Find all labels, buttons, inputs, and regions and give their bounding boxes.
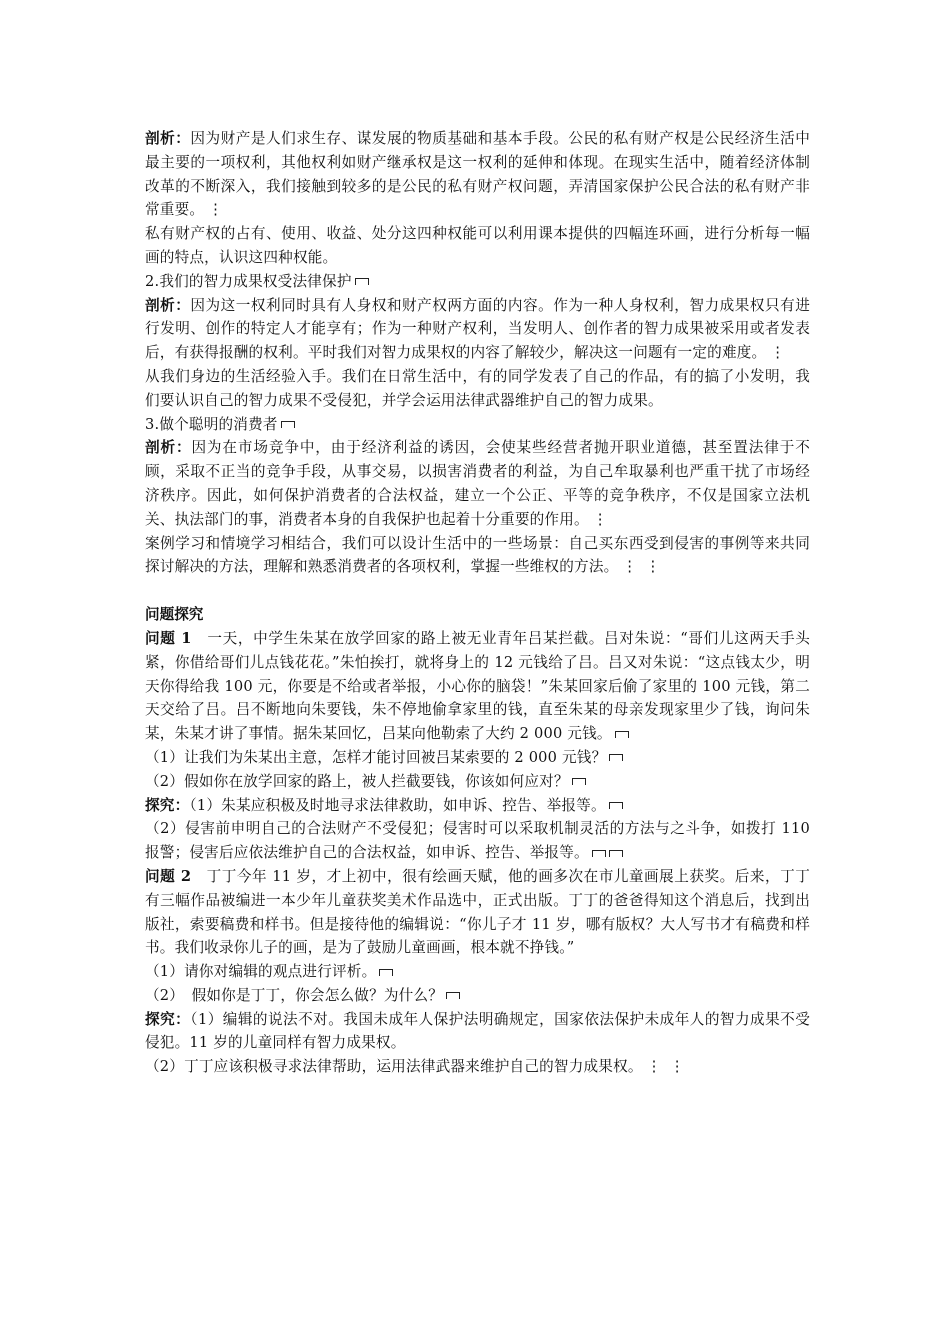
- paragraph: [145, 865, 810, 960]
- paragraph: [145, 627, 810, 746]
- paragraph-text: 2.我们的智力成果权受法律保护: [145, 272, 352, 290]
- paragraph-mark-icon: [572, 778, 586, 785]
- paragraph-label: 问题 2: [145, 867, 192, 885]
- document-page: [145, 127, 810, 1079]
- paragraph-end-marker: ⋮ ⋮: [622, 558, 663, 576]
- paragraph-text: 3.做个聪明的消费者: [145, 415, 278, 433]
- paragraph-mark-icon: [609, 802, 623, 809]
- paragraph: [145, 294, 810, 365]
- paragraph: [145, 960, 810, 984]
- section-heading-text: 问题探究: [145, 606, 204, 624]
- paragraph-mark-icon: [355, 278, 369, 285]
- paragraph-label: 剖析：: [145, 439, 192, 457]
- paragraph-text: 案例学习和情境学习相结合，我们可以设计生活中的一些场景：自己买东西受到侵害的事例等来共同探讨解决的方法，理解和熟悉消费者的各项权利，掌握一些维权的方法。: [145, 534, 810, 576]
- paragraph: [145, 532, 810, 580]
- paragraph: [145, 127, 810, 222]
- paragraph-text: （2）侵害前申明自己的合法财产不受侵犯；侵害时可以采取机制灵活的方法与之斗争，如拨打 110 报警；侵害后应依法维护自己的合法权益，如申诉、控告、举报等。: [145, 820, 810, 862]
- paragraph-text: 因为在市场竞争中，由于经济利益的诱因，会使某些经营者抛开职业道德，甚至置法律于不顾，采取不正当的竞争手段，从事交易，以损害消费者的利益，为自己牟取暴利也严重干扰了市场经济秩序。因此，如何保护消费者的合法权益，建立一个公正、平等的竞争秩序，不仅是国家立法机关、执法部门的事，消费者本身的自我保护也起着十分重要的作用。: [145, 439, 810, 528]
- paragraph-mark-icon: [592, 850, 606, 857]
- paragraph-text: 从我们身边的生活经验入手。我们在日常生活中，有的同学发表了自己的作品，有的搞了小发明，我们要认识自己的智力成果不受侵犯，并学会运用法律武器维护自己的智力成果。: [145, 367, 810, 409]
- paragraph-mark-icon: [446, 992, 460, 999]
- paragraph-text: （2） 假如你是丁丁，你会怎么做？为什么？: [145, 986, 444, 1004]
- paragraph: [145, 817, 810, 865]
- paragraph-text: 因为财产是人们求生存、谋发展的物质基础和基本手段。公民的私有财产权是公民经济生活中最主要的一项权利，其他权利如财产继承权是这一权利的延伸和体现。在现实生活中，随着经济体制改革的不断深入，我们接触到较多的是公民的私有财产权问题，弄清国家保护公民合法的私有财产非常重要。: [145, 130, 810, 219]
- paragraph-end-marker: ⋮ ⋮: [646, 1058, 687, 1076]
- paragraph-text: 因为这一权利同时具有人身权和财产权两方面的内容。作为一种人身权利，智力成果权只有进行发明、创作的特定人才能享有；作为一种财产权利，当发明人、创作者的智力成果被采用或者发表后，有获得报酬的权利。平时我们对智力成果权的内容了解较少，解决这一问题有一定的难度。: [145, 296, 810, 362]
- paragraph-end-marker: ⋮: [770, 344, 787, 362]
- paragraph-end-marker: ⋮: [592, 510, 610, 528]
- paragraph-mark-icon: [615, 731, 629, 738]
- paragraph: [145, 1008, 810, 1056]
- paragraph: [145, 365, 810, 413]
- paragraph-text: （1）朱某应积极及时地寻求法律救助，如申诉、控告、举报等。: [189, 796, 606, 814]
- paragraph-text: 私有财产权的占有、使用、收益、处分这四种权能可以利用课本提供的四幅连环画，进行分析每一幅画的特点，认识这四种权能。: [145, 225, 810, 266]
- paragraph-text: （1）编辑的说法不对。我国未成年人保护法明确规定，国家依法保护未成年人的智力成果不受侵犯。11 岁的儿童同样有智力成果权。: [145, 1010, 811, 1052]
- paragraph: [145, 984, 810, 1008]
- paragraph-mark-icon: [609, 850, 623, 857]
- paragraph-label: 探究：: [145, 796, 190, 814]
- paragraph-text: 丁丁今年 11 岁，才上初中，很有绘画天赋，他的画多次在市儿童画展上获奖。后来，丁丁有三幅作品被编进一本少年儿童获奖美术作品选中，正式出版。丁丁的爸爸得知这个消息后，找到出版社，索要稿费和样书。但是接待他的编辑说：“你儿子才 11 岁，哪有版权？大人写书才有稿费和样书。我们收录你儿子的画，是为了鼓励儿童画画，根本就不挣钱。”: [145, 867, 811, 957]
- paragraph-text: （1）让我们为朱某出主意，怎样才能讨回被吕某索要的 2 000 元钱？: [145, 748, 607, 766]
- paragraph-label: 剖析：: [145, 296, 191, 314]
- section-heading: [145, 603, 810, 627]
- paragraph: [145, 746, 810, 770]
- paragraph: [145, 794, 810, 818]
- paragraph: [145, 222, 810, 270]
- paragraph-text: （1）请你对编辑的观点进行评析。: [145, 963, 377, 981]
- paragraph-text: （2）丁丁应该积极寻求法律帮助，运用法律武器来维护自己的智力成果权。: [145, 1058, 643, 1076]
- paragraph: [145, 1055, 810, 1079]
- paragraph: [145, 436, 810, 531]
- paragraph-mark-icon: [609, 754, 623, 761]
- paragraph: [145, 413, 810, 437]
- paragraph-mark-icon: [281, 421, 295, 428]
- paragraph: [145, 270, 810, 294]
- paragraph-text: （2）假如你在放学回家的路上，被人拦截要钱，你该如何应对？: [145, 772, 569, 790]
- paragraph-label: 剖析：: [145, 130, 191, 147]
- paragraph-end-marker: ⋮: [208, 201, 225, 219]
- paragraph: [145, 770, 810, 794]
- paragraph-text: 一天，中学生朱某在放学回家的路上被无业青年吕某拦截。吕对朱说：“哥们儿这两天手头紧，你借给哥们儿点钱花花。”朱怕挨打，就将身上的 12 元钱给了吕。吕又对朱说：“这点钱太少，明天你得给我 100 元，你要是不给或者举报，小心你的脑袋！”朱某回家后偷了家里的 100 元钱，第二天交给了吕。吕不断地向朱要钱，朱不停地偷拿家里的钱，直至朱某的母亲发现家里少了钱，询问朱某，朱某才讲了事情。据朱某回忆，吕某向他勒索了大约 2 000 元钱。: [145, 629, 810, 743]
- paragraph-mark-icon: [379, 969, 393, 976]
- paragraph-label: 探究：: [145, 1010, 191, 1028]
- paragraph-label: 问题 1: [145, 629, 192, 647]
